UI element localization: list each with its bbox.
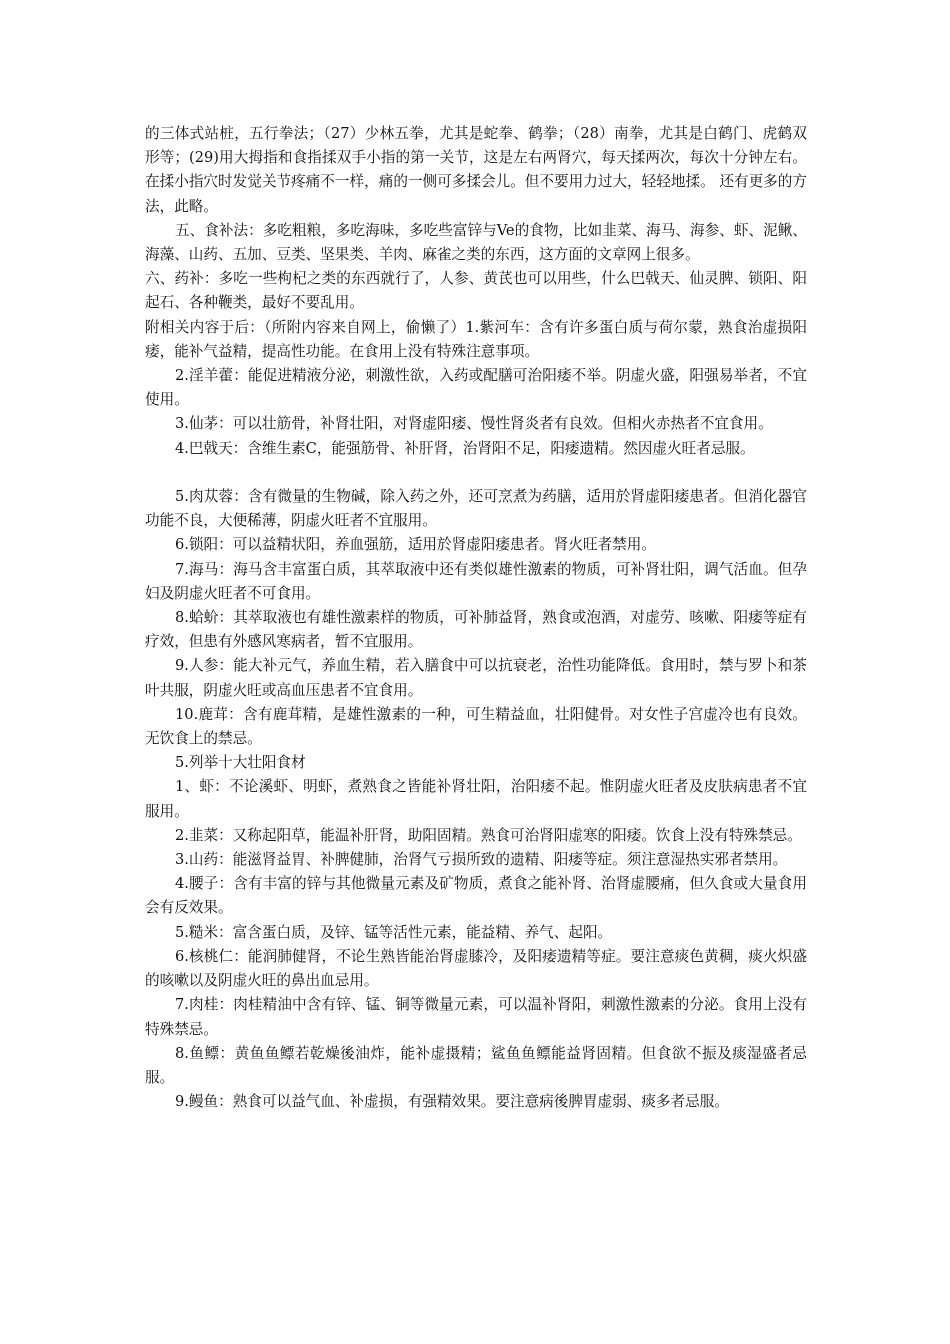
paragraph: 五、食补法：多吃粗粮，多吃海味，多吃些富锌与Ve的食物，比如韭菜、海马、海参、虾、泥鳅、海藻、山药、五加、豆类、坚果类、羊肉、麻雀之类的东西，这方面的文章网上很多。 bbox=[145, 221, 807, 264]
paragraph: 5.糙米：富含蛋白质，及锌、锰等活性元素，能益精、养气、起阳。 bbox=[175, 923, 613, 941]
paragraph: 4.腰子：含有丰富的锌与其他微量元素及矿物质，煮食之能补肾、治肾虚腰痛，但久食或大量食用会有反效果。 bbox=[145, 875, 807, 917]
paragraph: 2.淫羊藿：能促进精液分泌，刺激性欲，入药或配膳可治阳痿不举。阴虚火盛，阳强易举者，不宜使用。 bbox=[145, 367, 807, 409]
paragraph: 8.鱼鳔：黄鱼鱼鳔若乾燥後油炸，能补虚摄精；鲨鱼鱼鳔能益肾固精。但食欲不振及痰湿盛者忌服。 bbox=[145, 1044, 807, 1086]
paragraph: 的三体式站桩，五行拳法；（27）少林五拳，尤其是蛇拳、鹤拳；（28）南拳，尤其是白鹤门、虎鹤双形等；(29)用大拇指和食指揉双手小指的第一关节，这是左右两肾穴，每天揉两次，每次十分钟左右。在揉小指穴时发觉关节疼痛不一样，痛的一侧可多揉会儿。但不要用力过大，轻轻地揉。 还有更多的方法，此略。 bbox=[145, 125, 807, 215]
paragraph: 5.肉苁蓉：含有微量的生物碱，除入药之外，还可烹煮为药膳，适用於肾虚阳痿患者。但消化器官功能不良，大便稀薄，阴虚火旺者不宜服用。 bbox=[145, 488, 807, 530]
paragraph: 1、虾：不论溪虾、明虾，煮熟食之皆能补肾壮阳，治阳痿不起。惟阴虚火旺者及皮肤病患者不宜服用。 bbox=[145, 778, 807, 820]
paragraph: 附相关内容于后：（所附内容来自网上，偷懒了）1.紫河车：含有许多蛋白质与荷尔蒙，熟食治虚损阳痿，能补气益精，提高性功能。在食用上没有特殊注意事项。 bbox=[145, 318, 807, 360]
paragraph: 六、药补：多吃一些枸杞之类的东西就行了，人参、黄芪也可以用些，什么巴戟天、仙灵脾、锁阳、阳起石、各种鞭类，最好不要乱用。 bbox=[145, 270, 807, 312]
paragraph: 7.肉桂：肉桂精油中含有锌、锰、铜等微量元素，可以温补肾阳，刺激性激素的分泌。食用上没有特殊禁忌。 bbox=[145, 996, 807, 1038]
paragraph: 7.海马：海马含丰富蛋白质，其萃取液中还有类似雄性激素的物质，可补肾壮阳，调气活血。但孕妇及阴虚火旺者不可食用。 bbox=[145, 560, 807, 602]
paragraph: 4.巴戟天：含维生素C，能强筋骨、补肝肾，治肾阳不足，阳痿遗精。然因虚火旺者忌服。 bbox=[175, 439, 755, 457]
paragraph: 2.韭菜：又称起阳草，能温补肝肾，助阳固精。熟食可治肾阳虚寒的阳痿。饮食上没有特殊禁忌。 bbox=[175, 826, 802, 844]
paragraph: 6.锁阳：可以益精状阳，养血强筋，适用於肾虚阳痿患者。肾火旺者禁用。 bbox=[175, 536, 656, 554]
paragraph: 8.蛤蚧：其萃取液也有雄性激素样的物质，可补肺益肾，熟食或泡酒，对虚劳、咳嗽、阳痿等症有疗效，但患有外感风寒病者，暂不宜服用。 bbox=[145, 609, 807, 651]
paragraph: 6.核桃仁：能润肺健肾，不论生熟皆能治肾虚膝冷，及阳痿遗精等症。要注意痰色黄稠，痰火炽盛的咳嗽以及阴虚火旺的鼻出血忌用。 bbox=[145, 947, 807, 990]
paragraph: 9.鳗鱼：熟食可以益气血、补虚损，有强精效果。要注意病後脾胃虚弱、痰多者忌服。 bbox=[175, 1093, 729, 1111]
blank-line bbox=[145, 461, 807, 485]
paragraph: 10.鹿茸：含有鹿茸精，是雄性激素的一种，可生精益血，壮阳健骨。对女性子宫虚冷也有良效。无饮食上的禁忌。 bbox=[145, 705, 807, 748]
paragraph: 3.仙茅：可以壮筋骨，补肾壮阳，对肾虚阳痿、慢性肾炎者有良效。但相火赤热者不宜食用。 bbox=[175, 415, 773, 433]
paragraph: 9.人参：能大补元气，养血生精，若入膳食中可以抗衰老，治性功能降低。食用时，禁与罗卜和茶叶共服，阴虚火旺或高血压患者不宜食用。 bbox=[145, 657, 807, 699]
paragraph: 5.列举十大壮阳食材 bbox=[175, 754, 306, 772]
paragraph: 3.山药：能滋肾益胃、补脾健肺，治肾气亏损所致的遗精、阳痿等症。须注意湿热实邪者禁用。 bbox=[175, 851, 788, 869]
document-body bbox=[145, 122, 807, 1114]
